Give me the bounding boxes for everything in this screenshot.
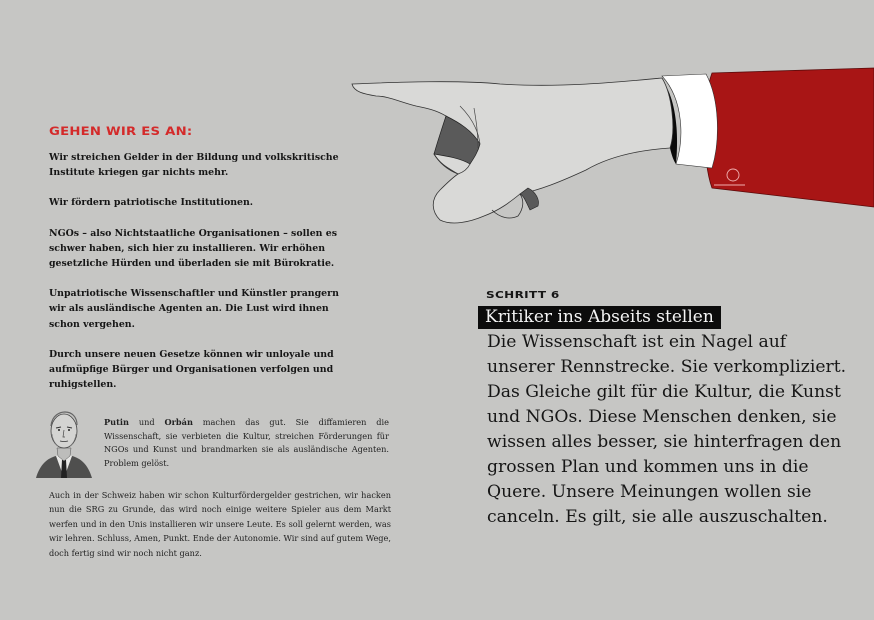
step-label: SCHRITT 6: [486, 290, 560, 301]
step-title: Kritiker ins Abseits stellen: [478, 306, 721, 329]
action-point: Wir streichen Gelder in der Bildung und volkskritische Institute kriegen gar nichts mehr.: [49, 152, 339, 179]
quote-name-putin: Putin: [104, 417, 129, 427]
action-point: Wir fördern patriotische Institutionen.: [49, 197, 254, 209]
action-points-list: [49, 150, 339, 407]
action-point: Durch unsere neuen Gesetze können wir unloyale und aufmüpfige Bürger und Organisationen verfolgen und ruhigstellen.: [49, 348, 334, 391]
action-point: Unpatriotische Wissenschaftler und Künstler prangern wir als ausländische Agenten an. Die Lust wird ihnen schon vergehen.: [49, 288, 339, 330]
quote-connector: und: [128, 417, 165, 427]
quote-block: [34, 404, 394, 482]
portrait-sketch-icon: [34, 406, 94, 478]
action-point: NGOs – also Nichtstaatliche Organisationen – sollen es schwer haben, sich hier zu installieren. Wir erhöhen gesetzliche Hürden und überladen sie mit Bürokratie.: [49, 227, 337, 270]
quote-body: machen das gut. Sie diffamieren die Wissenschaft, sie verbieten die Kultur, streichen Förderungen für NGOs und Kunst und brandmarken sie als ausländische Agenten. Problem gelöst.: [104, 417, 389, 468]
section-heading: GEHEN WIR ES AN:: [49, 124, 193, 138]
swiss-paragraph: Auch in der Schweiz haben wir schon Kulturfördergelder gestrichen, wir hacken nun die SRG zu Grunde, das wird noch einige weitere Spieler aus dem Markt werfen und in den Unis installieren wir unsere Leute. Es soll gelernt werden, was wir lehren. Schluss, Amen, Punkt. Ende der Autonomie. Wir sind auf gutem Wege, doch fertig sind wir noch nicht ganz.: [49, 490, 391, 558]
quote-text: [104, 416, 389, 470]
quote-name-orban: Orbán: [164, 417, 193, 427]
step-body: Die Wissenschaft ist ein Nagel auf unserer Rennstrecke. Sie verkompliziert. Das Gleiche gilt für die Kultur, die Kunst und NGOs. Diese Menschen denken, sie wissen alles besser, sie hinterfragen den grossen Plan und kommen uns in die Quere. Unsere Meinungen wollen sie canceln. Es gilt, sie alle auszuschalten.: [487, 332, 847, 527]
pointing-hand-icon: [340, 60, 874, 240]
